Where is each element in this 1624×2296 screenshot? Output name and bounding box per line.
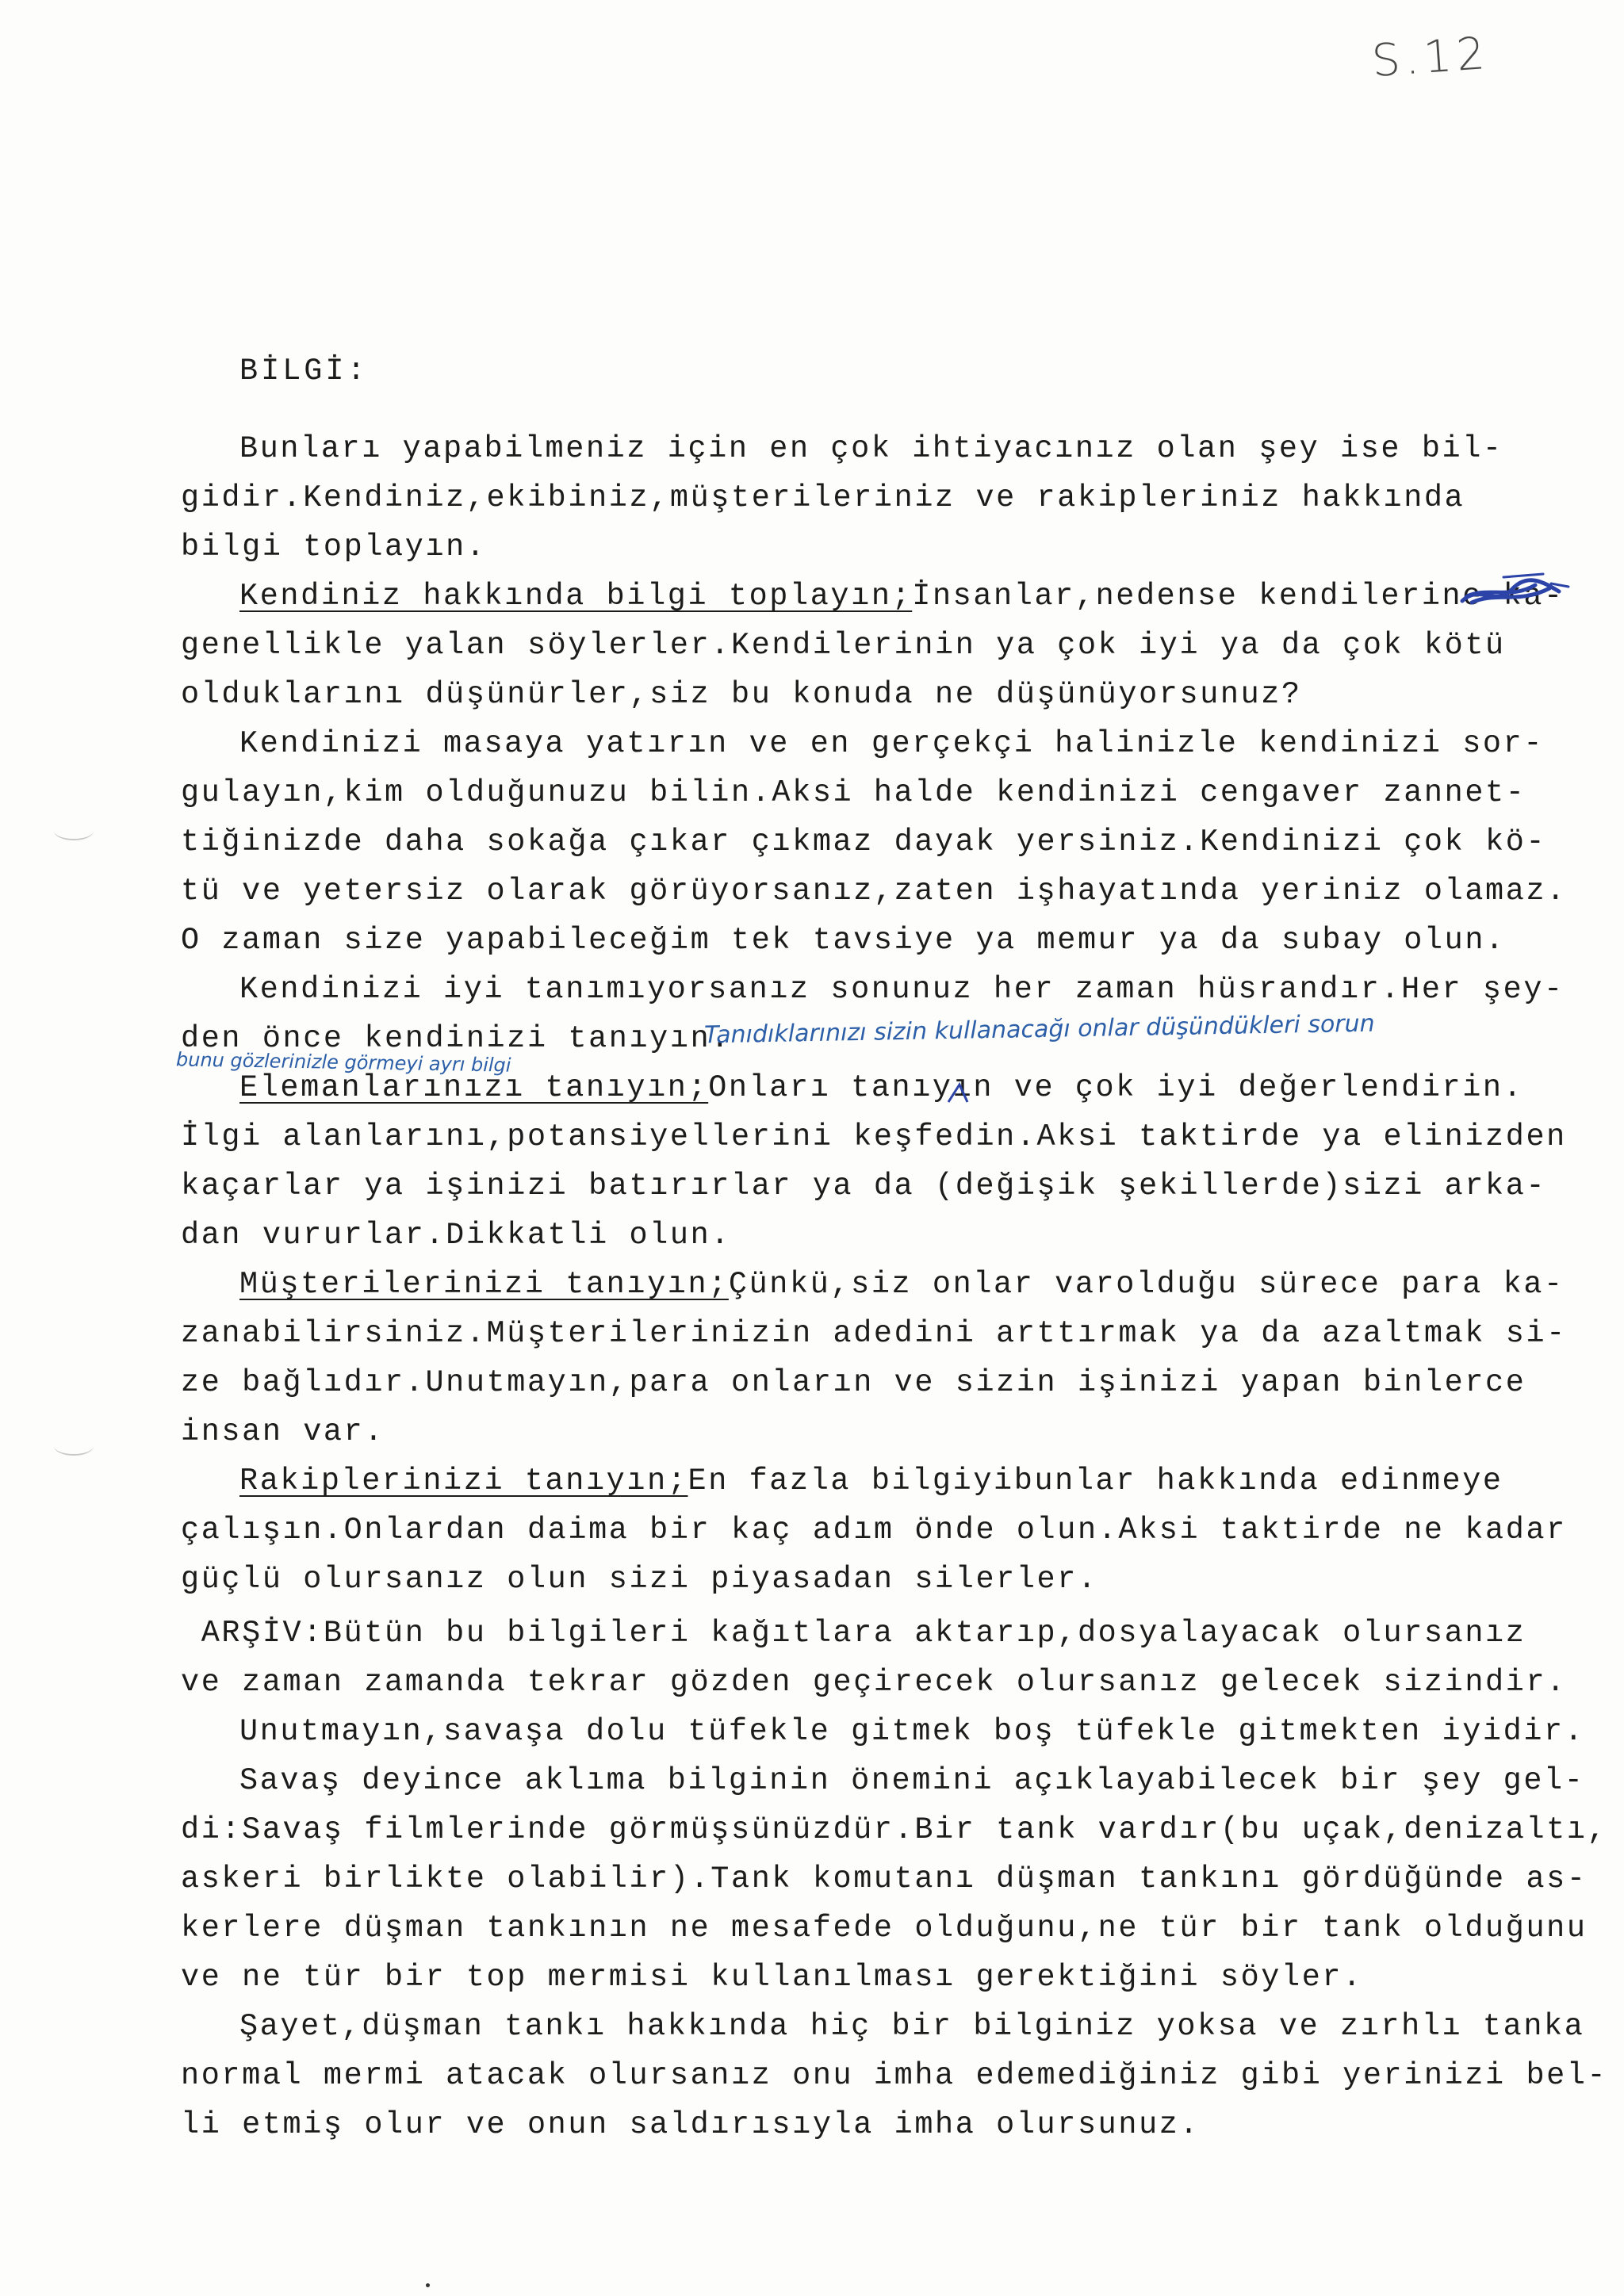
underlined-subheading: Elemanlarınızı tanıyın; (239, 1070, 709, 1105)
line-text: güçlü olursanız olun sizi piyasadan silerler. (181, 1562, 1098, 1597)
line-text: Kendinizi iyi tanımıyorsanız sonunuz her zaman hüsrandır.Her şey- (239, 972, 1565, 1007)
line-text: li etmiş olur ve onun saldırısıyla imha olursunuz. (181, 2107, 1201, 2142)
line-text: normal mermi atacak olursanız onu imha edemediğiniz gibi yerinizi bel- (181, 2058, 1608, 2093)
ink-scribble (1456, 568, 1575, 615)
text-line (181, 925, 1506, 956)
text-line (239, 1070, 1524, 1105)
line-text: kerlere düşman tankının ne mesafede olduğunu,ne tür bir tank olduğunu (181, 1911, 1588, 1946)
line-text: den önce kendinizi tanıyın. (181, 1021, 732, 1056)
text-line (181, 876, 1567, 907)
text-line (181, 1414, 385, 1449)
line-text: ve zaman zamanda tekrar gözden geçirecek olursanız gelecek sizindir. (181, 1665, 1567, 1700)
text-line (239, 1269, 1565, 1300)
line-text: ve ne tür bir top mermisi kullanılması gerektiğini söyler. (181, 1960, 1363, 1995)
line-text: ze bağlıdır.Unutmayın,para onların ve sizin işinizi yapan binlerce (181, 1365, 1526, 1400)
text-line (239, 581, 1565, 612)
line-text: İlgi alanlarını,potansiyellerini keşfedin.Aksi taktirde ya elinizden (181, 1119, 1567, 1154)
line-text: Kendinizi masaya yatırın ve en gerçekçi halinizle kendinizi sor- (239, 726, 1545, 761)
text-line (239, 726, 1545, 761)
line-text: di:Savaş filmlerinde görmüşsünüzdür.Bir tank vardır(bu uçak,denizaltı, (181, 1812, 1608, 1847)
text-line (181, 1119, 1567, 1154)
text-line (181, 1171, 1546, 1202)
underlined-subheading: Müşterilerinizi tanıyın; (239, 1267, 729, 1302)
punch-hole-mark (54, 1437, 94, 1456)
underlined-subheading: Kendiniz hakkında bilgi toplayın; (239, 579, 913, 614)
line-text: olduklarını düşünürler,siz bu konuda ne düşünüyorsunuz? (181, 677, 1302, 712)
text-line (239, 1466, 1503, 1497)
text-line (181, 630, 1506, 661)
line-text: ARŞİV:Bütün bu bilgileri kağıtlara aktarıp,dosyalayacak olursanız (181, 1616, 1526, 1651)
line-text: askeri birlikte olabilir).Tank komutanı düşman tankını gördüğünde as- (181, 1862, 1588, 1896)
line-text: gidir.Kendiniz,ekibiniz,müşterileriniz ve rakipleriniz hakkında (181, 480, 1465, 515)
handwritten-note: bunu gözlerinizle görmeyi ayrı bilgi (175, 1048, 511, 1077)
text-line (181, 1365, 1526, 1400)
page-number: S.12 (1369, 27, 1492, 88)
text-line (181, 679, 1302, 710)
line-text: O zaman size yapabileceğim tek tavsiye ya memur ya da subay olun. (181, 923, 1506, 958)
line-text: genellikle yalan söylerler.Kendilerinin ya çok iyi ya da çok kötü (181, 628, 1506, 663)
line-text: En fazla bilgiyibunlar hakkında edinmeye (688, 1464, 1503, 1498)
text-line (181, 1318, 1567, 1349)
text-line (181, 480, 1465, 515)
text-line (181, 1812, 1608, 1847)
punch-hole-mark (54, 821, 94, 840)
ink-correction-mark (944, 1078, 975, 1110)
ink-speck (426, 2283, 430, 2287)
text-line (181, 1864, 1588, 1895)
text-line (181, 1962, 1363, 1993)
line-text: tiğinizde daha sokağa çıkar çıkmaz dayak yersiniz.Kendinizi çok kö- (181, 825, 1547, 859)
text-line (239, 1763, 1585, 1798)
text-line (181, 775, 1526, 810)
line-text: Şayet,düşman tankı hakkında hiç bir bilginiz yoksa ve zırhlı tanka (239, 2009, 1585, 2044)
line-text: insan var. (181, 1414, 385, 1449)
text-line (181, 532, 487, 563)
line-text: kaçarlar ya işinizi batırırlar ya da (değişik şekillerde)sizi arka- (181, 1169, 1547, 1203)
line-text: tü ve yetersiz olarak görüyorsanız,zaten işhayatında yeriniz olamaz. (181, 874, 1567, 909)
underlined-subheading: Rakiplerinizi tanıyın; (239, 1464, 688, 1498)
text-line (239, 2011, 1584, 2042)
line-text: çalışın.Onlardan daima bir kaç adım önde olun.Aksi taktirde ne kadar (181, 1513, 1567, 1548)
text-line (239, 974, 1565, 1005)
text-line (239, 1716, 1584, 1747)
line-text: Çünkü,siz onlar varolduğu sürece para ka- (728, 1267, 1565, 1302)
text-line (181, 1667, 1567, 1698)
text-line (181, 1564, 1098, 1595)
section-heading: BİLGİ: (239, 354, 369, 388)
text-line (181, 2058, 1608, 2093)
line-text: Onları tanıyın ve çok iyi değerlendirin. (708, 1070, 1524, 1105)
line-text: gulayın,kim olduğunuzu bilin.Aksi halde kendinizi cengaver zannet- (181, 775, 1526, 810)
text-line (181, 2107, 1201, 2142)
text-line (181, 1913, 1588, 1944)
line-text: Unutmayın,savaşa dolu tüfekle gitmek boş tüfekle gitmekten iyidir. (239, 1714, 1585, 1749)
text-line (181, 1515, 1567, 1546)
text-line (181, 1618, 1526, 1649)
line-text: Savaş deyince aklıma bilginin önemini açıklayabilecek bir şey gel- (239, 1763, 1585, 1798)
line-text: dan vururlar.Dikkatli olun. (181, 1218, 732, 1253)
text-line (181, 827, 1546, 858)
handwritten-note: Tanıdıklarınızı sizin kullanacağı onlar düşündükleri sorun (703, 1009, 1375, 1050)
text-line (181, 1220, 731, 1251)
line-text: İnsanlar,nedense kendilerine ka- (912, 579, 1565, 614)
line-text: Bunları yapabilmeniz için en çok ihtiyacınız olan şey ise bil- (239, 431, 1503, 466)
line-text: zanabilirsiniz.Müşterilerinizin adedini arttırmak ya da azaltmak si- (181, 1316, 1567, 1351)
text-line (239, 431, 1503, 466)
line-text: bilgi toplayın. (181, 530, 487, 564)
